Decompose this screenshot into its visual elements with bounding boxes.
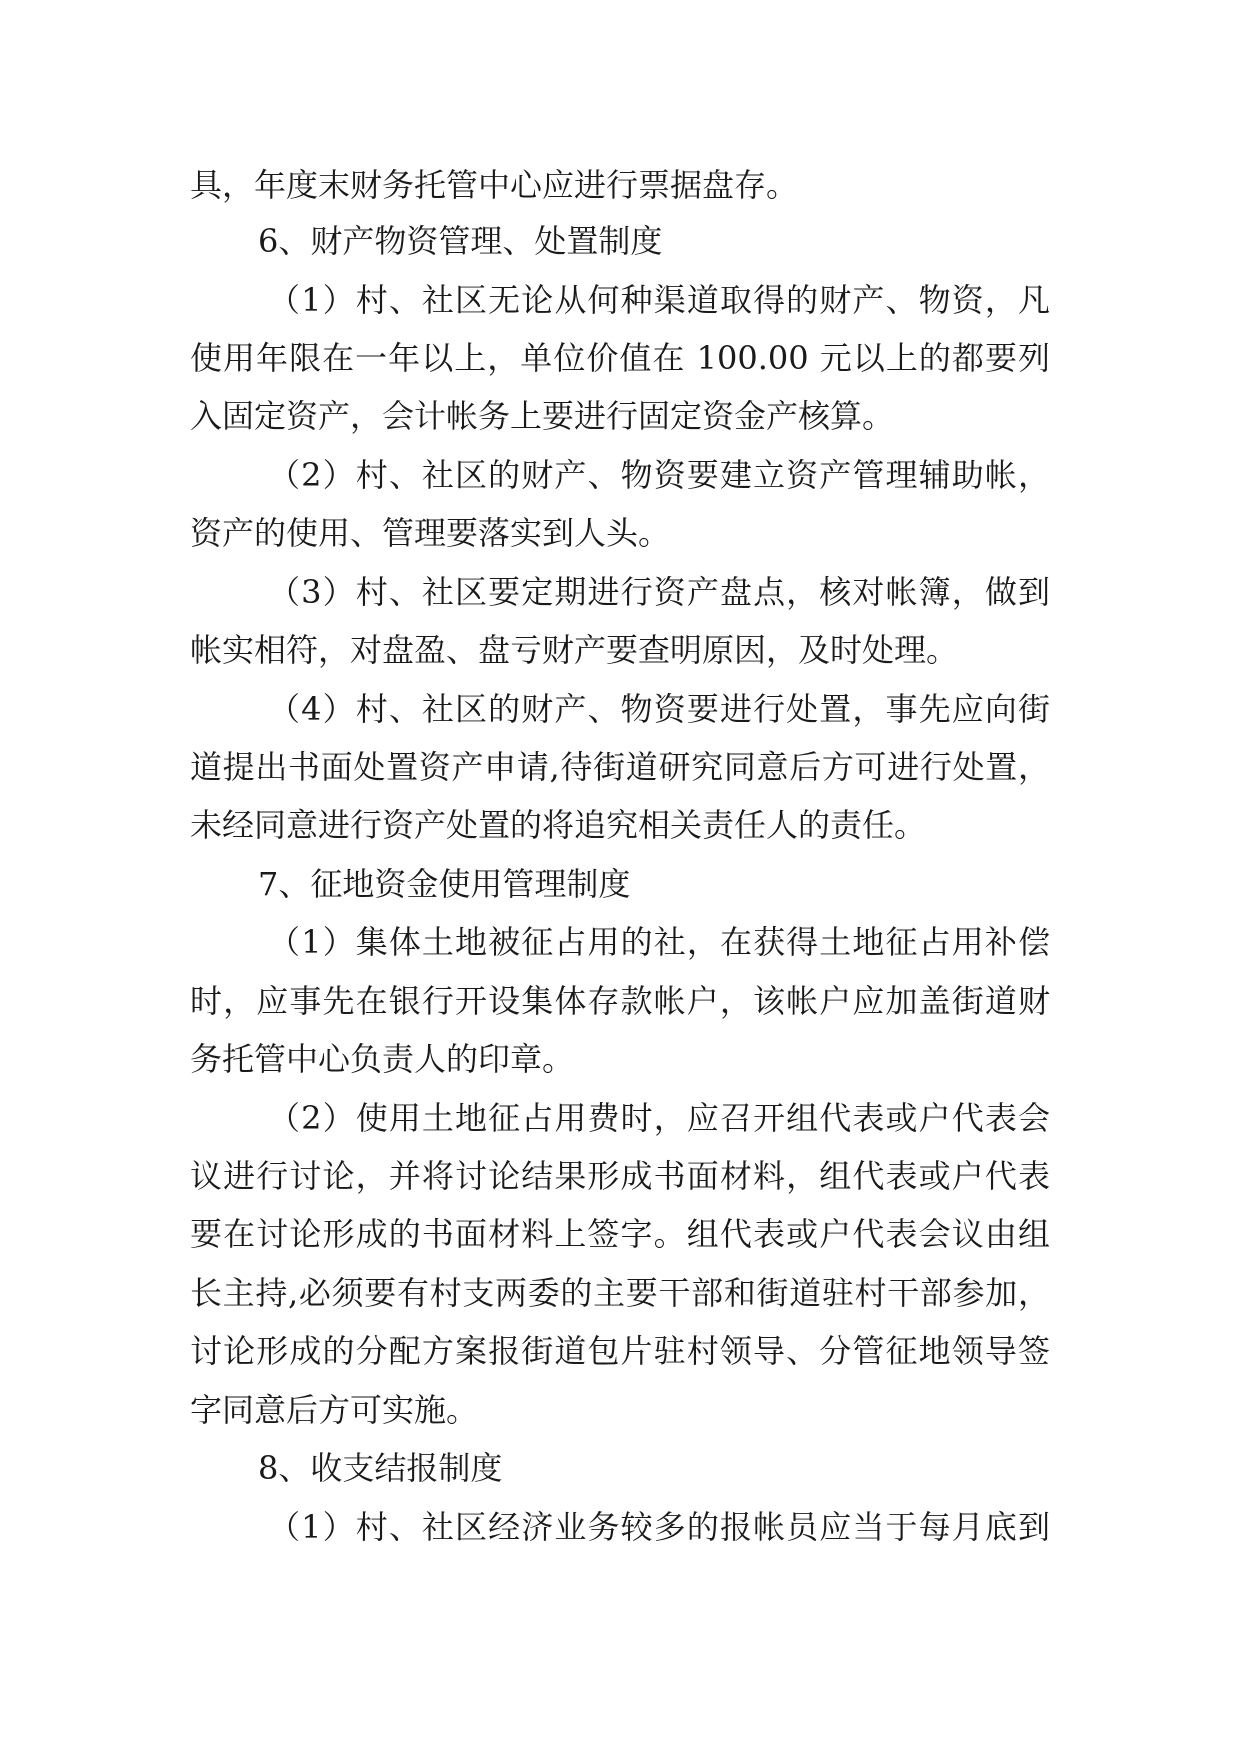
- text-line: （4）村、社区的财产、物资要进行处置，事先应向街: [268, 690, 1050, 728]
- text-line: 道提出书面处置资产申请,待街道研究同意后方可进行处置，: [190, 748, 1050, 786]
- text-line: 要在讨论形成的书面材料上签字。组代表或户代表会议由组: [190, 1215, 1050, 1253]
- text-line: （2）村、社区的财产、物资要建立资产管理辅助帐，: [268, 456, 1050, 494]
- text-line: （1）村、社区经济业务较多的报帐员应当于每月底到: [268, 1508, 1050, 1546]
- text-line: 具，年度末财务托管中心应进行票据盘存。: [190, 166, 799, 204]
- text-line: 资产的使用、管理要落实到人头。: [190, 514, 671, 552]
- text-line: （3）村、社区要定期进行资产盘点，核对帐簿，做到: [268, 573, 1050, 611]
- text-line: 长主持,必须要有村支两委的主要干部和街道驻村干部参加，: [190, 1274, 1050, 1312]
- text-line: 未经同意进行资产处置的将追究相关责任人的责任。: [190, 806, 927, 844]
- text-line: 议进行讨论，并将讨论结果形成书面材料，组代表或户代表: [190, 1157, 1050, 1195]
- text-line: 务托管中心负责人的印章。: [190, 1040, 575, 1078]
- text-line: 字同意后方可实施。: [190, 1391, 479, 1429]
- text-line: 入固定资产，会计帐务上要进行固定资金产核算。: [190, 397, 895, 435]
- section-heading: 7、征地资金使用管理制度: [258, 865, 631, 903]
- text-line: 讨论形成的分配方案报街道包片驻村领导、分管征地领导签: [190, 1332, 1050, 1370]
- section-heading: 8、收支结报制度: [258, 1449, 503, 1487]
- text-line: （1）村、社区无论从何种渠道取得的财产、物资，凡: [268, 281, 1050, 319]
- text-line: 时，应事先在银行开设集体存款帐户，该帐户应加盖街道财: [190, 982, 1050, 1020]
- text-line: （2）使用土地征占用费时，应召开组代表或户代表会: [268, 1099, 1050, 1137]
- section-heading: 6、财产物资管理、处置制度: [258, 222, 663, 260]
- text-line: 使用年限在一年以上，单位价值在 100.00 元以上的都要列: [190, 339, 1050, 377]
- text-line: （1）集体土地被征占用的社，在获得土地征占用补偿: [268, 923, 1050, 961]
- text-line: 帐实相符，对盘盈、盘亏财产要查明原因，及时处理。: [190, 631, 959, 669]
